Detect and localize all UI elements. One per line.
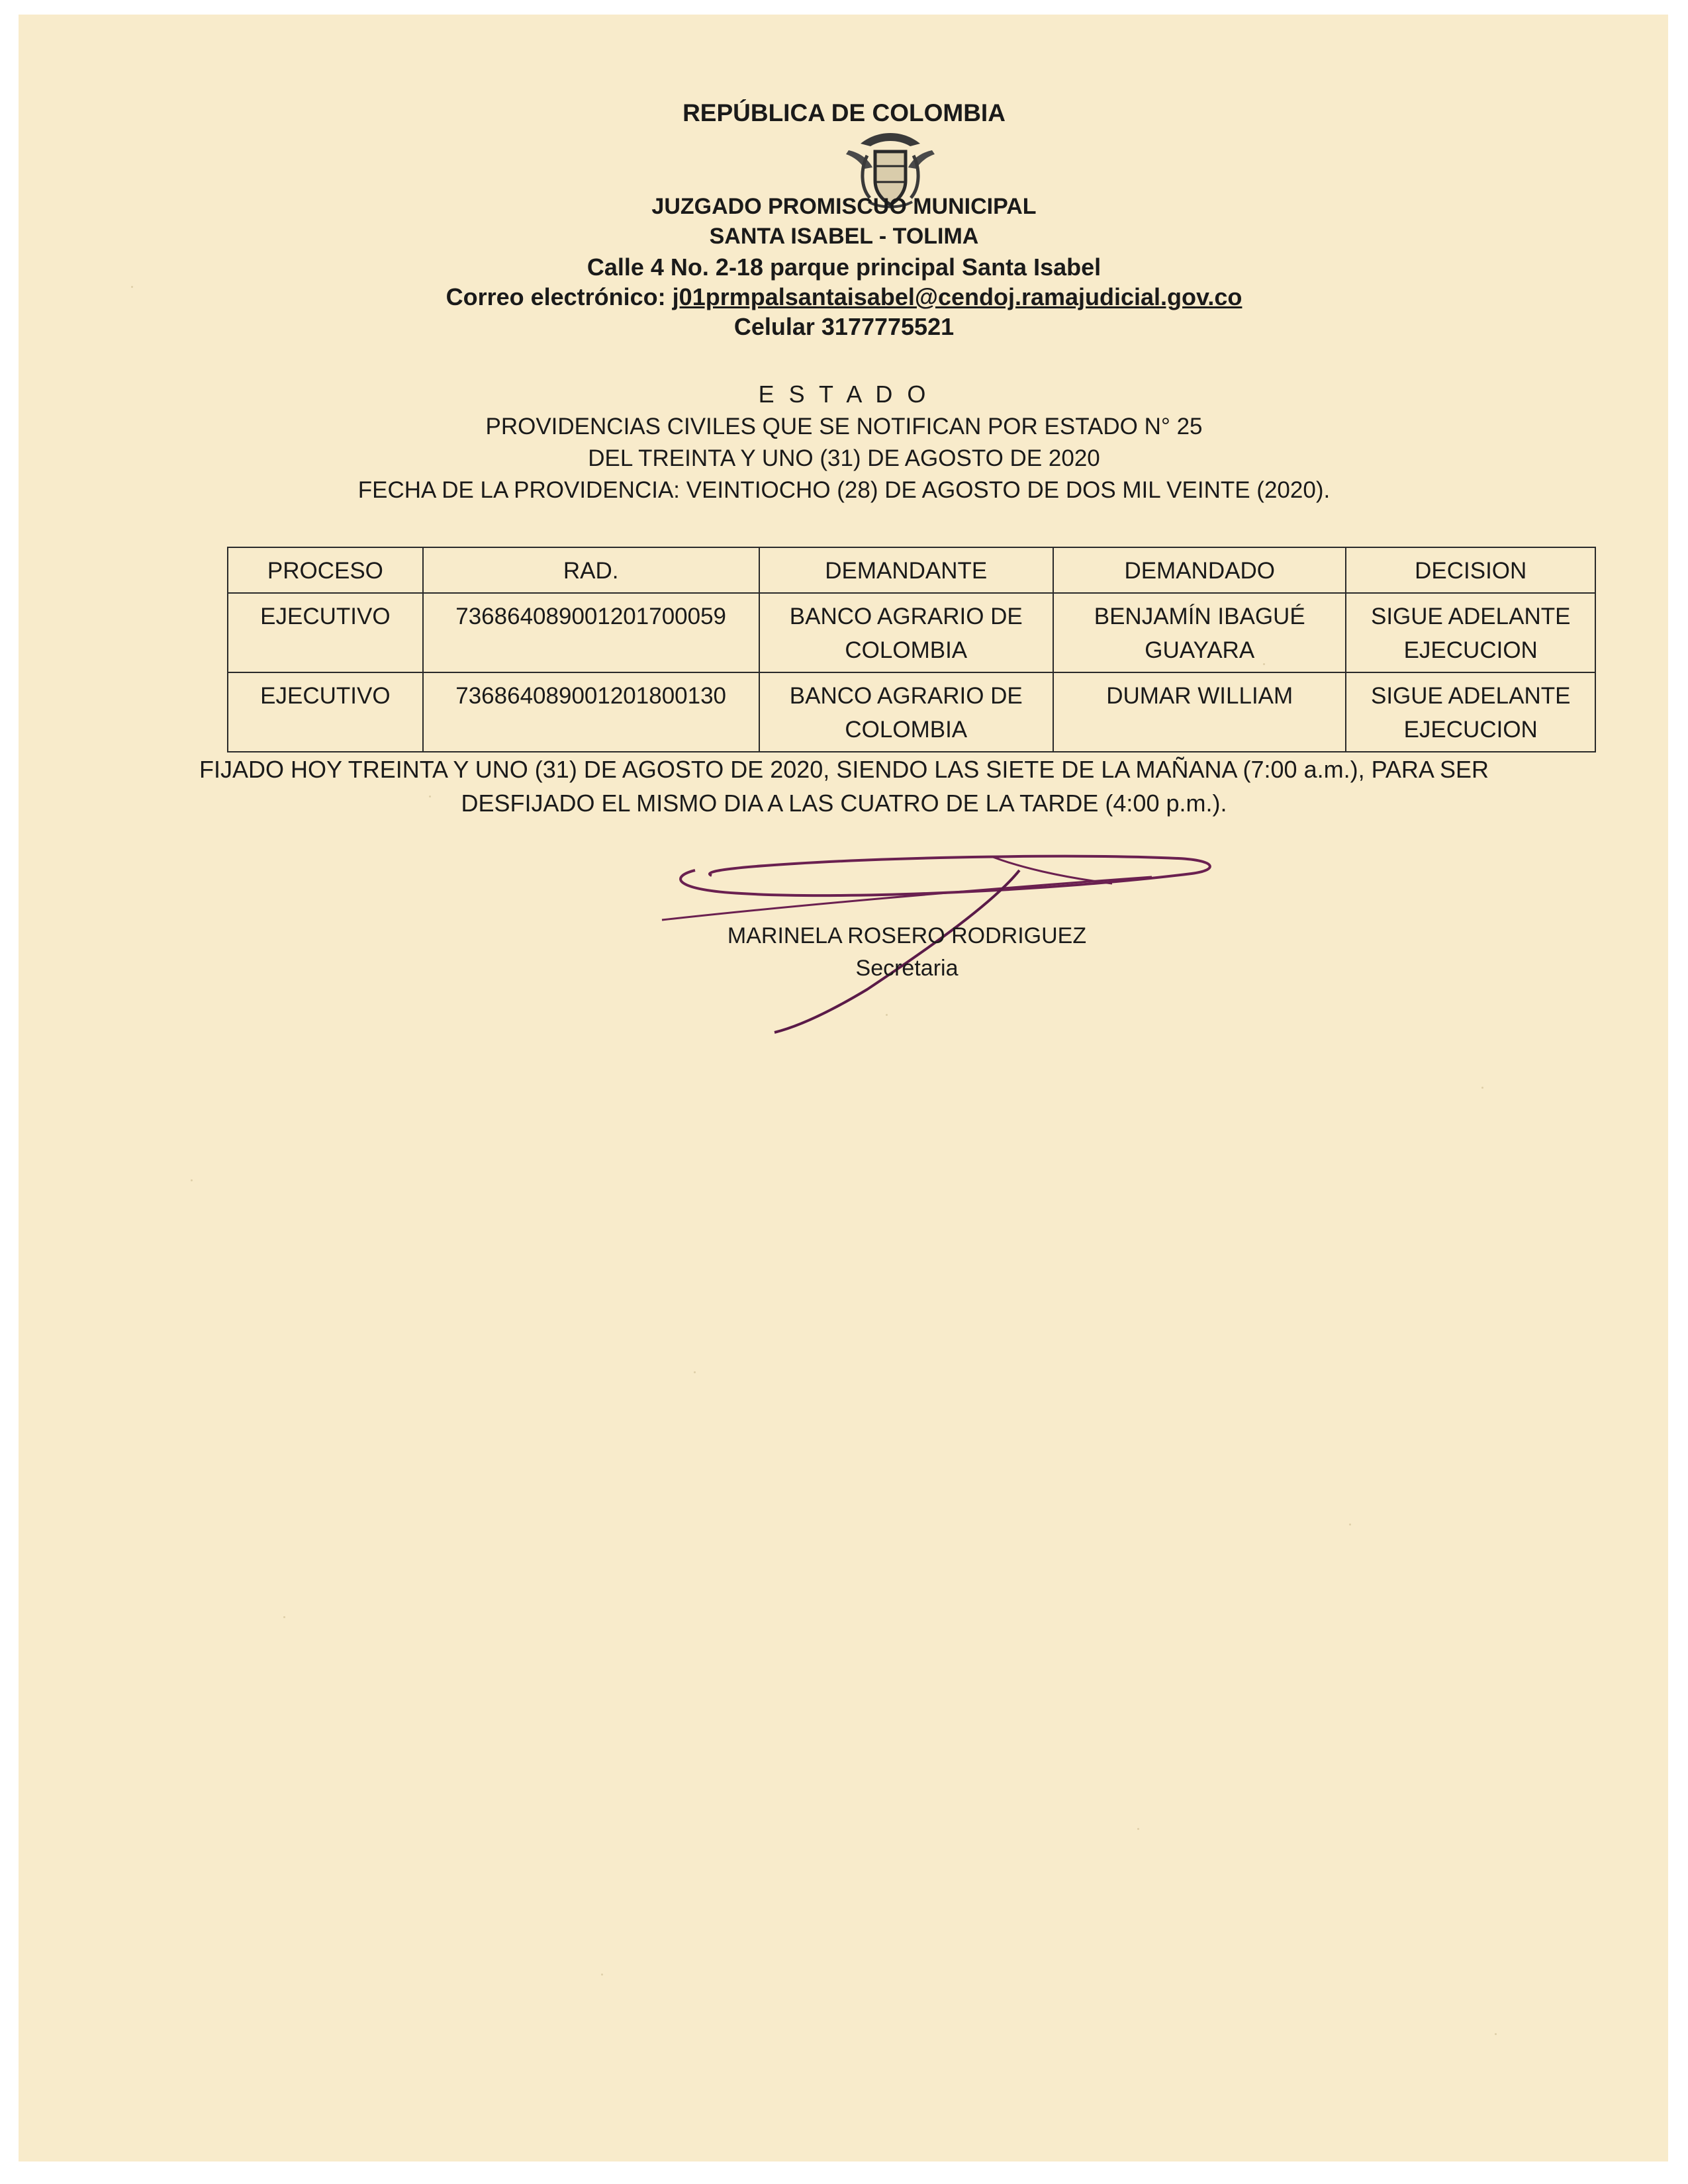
court-address: Calle 4 No. 2-18 parque principal Santa Isabel bbox=[586, 253, 1102, 281]
court-name: JUZGADO PROMISCUO MUNICIPAL bbox=[651, 194, 1037, 219]
signer-name: MARINELA ROSERO RODRIGUEZ bbox=[727, 923, 1087, 948]
table-row bbox=[228, 593, 1595, 672]
email-link[interactable]: j01prmpalsantaisabel@cendoj.ramajudicial.gov.co bbox=[672, 283, 1243, 310]
notice-title: E S T A D O bbox=[758, 381, 930, 408]
column-header-proceso: PROCESO bbox=[228, 547, 423, 593]
cell-demandante: BANCO AGRARIO DE COLOMBIA bbox=[759, 672, 1053, 752]
cell-demandante: BANCO AGRARIO DE COLOMBIA bbox=[759, 593, 1053, 672]
phone-line: Celular 3177775521 bbox=[733, 313, 955, 340]
cell-rad: 736864089001201800130 bbox=[423, 672, 759, 752]
cell-demandado: DUMAR WILLIAM bbox=[1053, 672, 1346, 752]
table-row bbox=[228, 672, 1595, 752]
cell-decision: SIGUE ADELANTE EJECUCION bbox=[1346, 593, 1595, 672]
column-header-rad: RAD. bbox=[423, 547, 759, 593]
email-label: Correo electrónico: bbox=[445, 283, 666, 310]
email-line bbox=[0, 283, 1688, 311]
cell-proceso: EJECUTIVO bbox=[228, 672, 423, 752]
providencias-table bbox=[227, 547, 1596, 752]
table-header-row bbox=[228, 547, 1595, 593]
column-header-demandante: DEMANDANTE bbox=[759, 547, 1053, 593]
court-location: SANTA ISABEL - TOLIMA bbox=[709, 224, 979, 249]
fixation-line-2: DESFIJADO EL MISMO DIA A LAS CUATRO DE LA TARDE (4:00 p.m.). bbox=[461, 790, 1227, 817]
column-header-demandado: DEMANDADO bbox=[1053, 547, 1346, 593]
cell-decision: SIGUE ADELANTE EJECUCION bbox=[1346, 672, 1595, 752]
cell-proceso: EJECUTIVO bbox=[228, 593, 423, 672]
notice-line-1: PROVIDENCIAS CIVILES QUE SE NOTIFICAN POR ESTADO N° 25 bbox=[485, 414, 1203, 439]
column-header-decision: DECISION bbox=[1346, 547, 1595, 593]
notice-line-2: DEL TREINTA Y UNO (31) DE AGOSTO DE 2020 bbox=[588, 445, 1100, 471]
notice-line-3: FECHA DE LA PROVIDENCIA: VEINTIOCHO (28) DE AGOSTO DE DOS MIL VEINTE (2020). bbox=[357, 477, 1331, 503]
cell-rad: 73686408900120170005​9 bbox=[423, 593, 759, 672]
cell-demandado: BENJAMÍN IBAGUÉ GUAYARA bbox=[1053, 593, 1346, 672]
country-heading: REPÚBLICA DE COLOMBIA bbox=[682, 99, 1006, 126]
signer-role: Secretaria bbox=[855, 956, 959, 981]
fixation-line-1: FIJADO HOY TREINTA Y UNO (31) DE AGOSTO DE 2020, SIENDO LAS SIETE DE LA MAÑANA (7:00 a.m.), PARA SER bbox=[199, 756, 1489, 783]
